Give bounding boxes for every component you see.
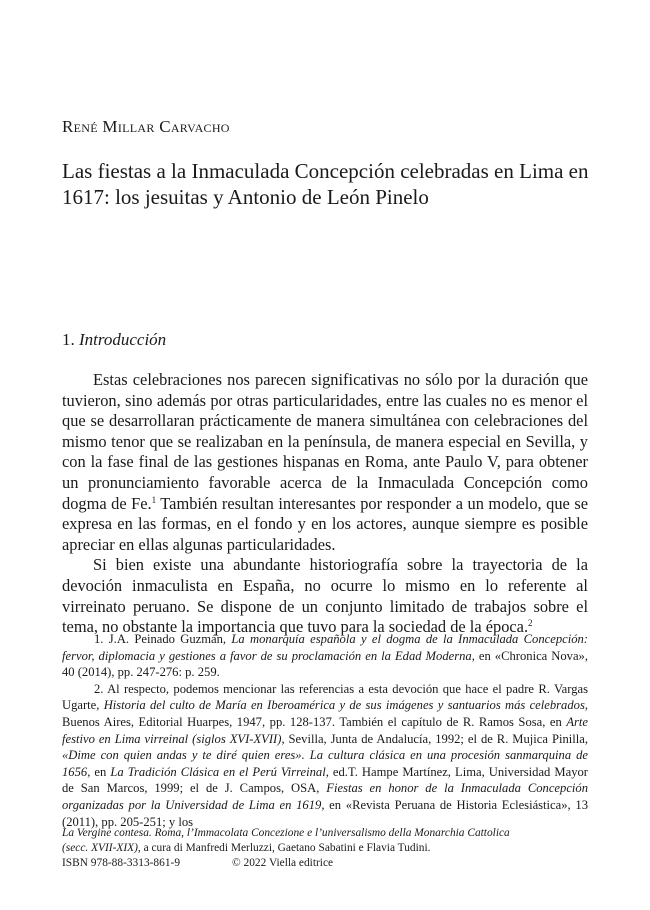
footnote-2-part-e: , Sevilla, Junta de Andalucía, 1992; el de R. Mujica Pinilla,: [281, 731, 588, 746]
section-name: Introducción: [79, 330, 167, 349]
footnote-ref-2[interactable]: 2: [528, 618, 533, 629]
footnotes: [62, 631, 588, 830]
book-editors-line: [62, 841, 588, 856]
chapter-title: Las fiestas a la Inmaculada Concepción celebradas en Lima en 1617: los jesuitas y Antonio de León Pinelo: [62, 159, 589, 209]
body-paragraph-1-text-b: También resultan interesantes por responder a un modelo, que se expresa en las formas, en el fondo y en los actores, aunque siempre es posible apreciar en ellas algunas particularidades.: [62, 493, 588, 554]
copyright: © 2022 Viella editrice: [232, 857, 334, 869]
body-paragraph-1: [62, 370, 588, 555]
footnote-2: [62, 681, 588, 830]
isbn: ISBN 978-88-3313-861-9: [62, 857, 181, 869]
footnote-2-part-g: , en: [87, 764, 111, 779]
body-text: [62, 370, 588, 638]
footnote-2-part-a: 2. Al respecto, podemos mencionar las referencias a esta devoción que hace el padre R. Vargas Ugarte,: [62, 681, 588, 713]
body-paragraph-2-text: Si bien existe una abundante historiografía sobre la trayectoria de la devoción inmaculista en España, no ocurre lo mismo en lo referente al virreinato peruano. Se dispone de un conjunto limitado de trabajos sobre el tema, no obstante la importancia que tuvo para la sociedad de la época.: [62, 555, 588, 637]
section-heading: [62, 330, 166, 350]
publication-footer: [62, 826, 588, 871]
footnote-2-part-j: Fiestas en honor de la Inmaculada Concepción organizadas por la Universidad de Lima en 1619: [62, 781, 588, 812]
author-name: René Millar Carvacho: [62, 117, 230, 136]
footnote-1: [62, 631, 588, 681]
footnote-1-author: 1. J.A. Peinado Guzmán,: [94, 632, 232, 646]
footnote-2-part-b: Historia del culto de María en Iberoamérica y de sus imágenes y santuarios más celebrados: [103, 698, 585, 713]
footnote-2-part-i: , ed.T. Hampe Martínez, Lima, Universidad Mayor de San Marcos, 1999; el de J. Campos, OSA,: [62, 764, 588, 796]
footnote-2-part-f: «Dime con quien andas y te diré quien eres». La cultura clásica en una procesión sanmarquina de 1656: [62, 748, 588, 779]
book-subtitle: (secc. XVII-XIX): [62, 842, 138, 854]
footnote-ref-1[interactable]: 1: [151, 494, 157, 505]
footnote-2-part-c: , Buenos Aires, Editorial Huarpes, 1947, pp. 128-137. También el capítulo de R. Ramos Sosa, en: [62, 698, 588, 729]
book-editors: , a cura di Manfredi Merluzzi, Gaetano Sabatini e Flavia Tudini.: [137, 842, 431, 854]
body-paragraph-1-text-a: Estas celebraciones nos parecen significativas no sólo por la duración que tuvieron, sino además por otras particularidades, entre las cuales no es menor el que se desarrollaran prácticamente de manera simultánea con celebraciones del mismo tenor que se realizaban en la península, de manera especial en Sevilla, y con la fase final de las gestiones hispanas en Roma, ante Paulo V, para obtener un pronunciamiento favorable acerca de la Inmaculada Concepción como dogma de Fe.: [62, 370, 588, 513]
footnote-2-part-k: , en «Revista Peruana de Historia Eclesiástica», 13 (2011), pp. 205-251; y los: [62, 797, 588, 829]
footnote-1-source: , en «Chronica Nova», 40 (2014), pp. 247-276: p. 259.: [62, 648, 588, 680]
body-paragraph-2: [62, 555, 588, 637]
book-title-line: La Vergine contesa. Roma, l’Immacolata Concezione e l’universalismo della Monarchia Cattolica: [62, 827, 510, 839]
footnote-2-part-h: La Tradición Clásica en el Perú Virreinal: [110, 764, 326, 779]
footnote-2-part-d: Arte festivo en Lima virreinal (siglos XVI-XVII): [62, 714, 588, 746]
footnote-1-title: La monarquía española y el dogma de la Inmaculada Concepción: fervor, diplomacia y gestiones a favor de su proclamación en la Edad Moderna: [62, 632, 588, 663]
section-number: 1.: [62, 330, 75, 349]
isbn-line: [62, 856, 588, 871]
